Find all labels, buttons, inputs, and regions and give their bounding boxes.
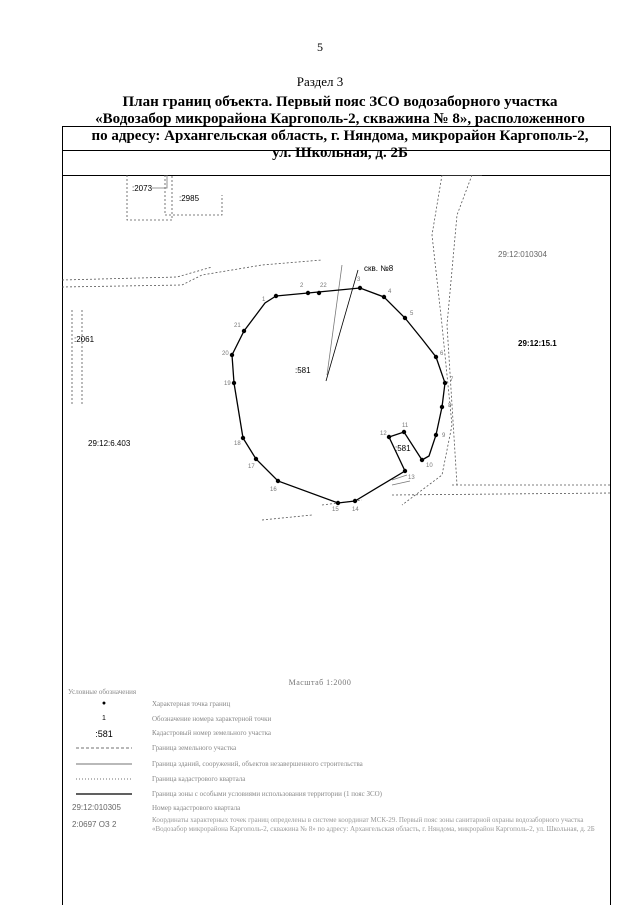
point-number: 8: [448, 403, 452, 409]
point-number: 1: [262, 297, 266, 303]
legend-text: Обозначение номера характерной точки: [152, 715, 272, 723]
legend-text: Кадастровый номер земельного участка: [152, 729, 271, 737]
legend-row: [68, 729, 608, 743]
legend-text: Граница земельного участка: [152, 744, 237, 752]
legend-title: Условные обозначения: [68, 688, 137, 696]
zone-boundary: [232, 288, 445, 503]
heading-line-3: по адресу: Архангельская область, г. Няндома, микрорайон Каргополь-2,: [91, 128, 589, 144]
heading-line-1: План границ объекта. Первый пояс ЗСО водозаборного участка: [122, 94, 558, 110]
quarter-top-right-label: 29:12:010304: [498, 250, 547, 259]
characteristic-points: [230, 286, 447, 505]
point-number: 10: [426, 463, 433, 469]
point-number: 2: [300, 283, 304, 289]
quarter-left-label: 29:12:6.403: [88, 439, 131, 448]
point-number: 14: [352, 507, 359, 513]
legend-zone-code: 2:0697 ОЗ 2: [72, 820, 117, 829]
legend-quarter-text: Номер кадастрового квартала: [152, 804, 241, 812]
plot-2073-label: :2073: [132, 184, 153, 193]
point-number: 19: [224, 381, 231, 387]
plot-581-small-label: :581: [395, 444, 411, 453]
point-number: 4: [388, 289, 392, 295]
point-number: 20: [222, 351, 229, 357]
point-number: 15: [332, 507, 339, 513]
point-number: 22: [320, 283, 327, 289]
legend-row: [68, 760, 608, 774]
point-number: 5: [410, 311, 414, 317]
page-number: 5: [317, 40, 323, 54]
point-number: 6: [440, 351, 444, 357]
legend-text: Граница кадастрового квартала: [152, 775, 246, 783]
legend-row: [68, 775, 608, 789]
legend-symbol: ●: [101, 700, 107, 707]
legend-row: [68, 744, 608, 758]
section-title: Раздел 3: [296, 74, 344, 89]
legend-symbol: 1: [102, 715, 106, 722]
map-scale: Масштаб 1:2000: [288, 678, 352, 687]
legend-note: Координаты характерных точек границ определены в системе координат МСК-29. Первый пояс зоны санитарной охраны водозаборного участка «Водозабор микрорайона Каргополь-2, скважина № 8» по адресу: Архангельская область, г. Няндома, микрорайон Каргополь-2, ул. Школьная, д. 2Б: [152, 816, 595, 833]
legend-row: [68, 700, 608, 714]
plot-2061-label: :2061: [74, 335, 95, 344]
solid-boundaries: [152, 175, 482, 485]
point-number: 7: [450, 377, 454, 383]
legend-symbol: :581: [95, 729, 113, 739]
quarter-right-label: 29:12:15.1: [518, 339, 557, 348]
legend-row: [68, 790, 608, 804]
legend-row: [68, 715, 608, 729]
legend-text: Характерная точка границ: [152, 700, 231, 708]
point-number: 18: [234, 441, 241, 447]
legend-line-samples: [68, 742, 148, 852]
well-pointer: [326, 270, 358, 381]
point-number: 16: [270, 487, 277, 493]
point-number: 21: [234, 323, 241, 329]
point-number: 11: [402, 423, 409, 429]
plot-581-label: :581: [295, 366, 311, 375]
heading-line-2: «Водозабор микрорайона Каргополь-2, скважина № 8», расположенного: [95, 111, 585, 127]
point-number: 12: [380, 431, 387, 437]
legend-quarter-code: 29:12:010305: [72, 803, 121, 812]
legend-text: Граница зоны с особыми условиями использования территории (1 пояс ЗСО): [152, 790, 383, 798]
point-number: 17: [248, 464, 255, 470]
well-label: скв. №8: [364, 264, 394, 273]
point-number: 3: [357, 277, 361, 283]
point-number-labels: [222, 277, 454, 513]
boundary-plan-map: [62, 175, 611, 675]
legend-text: Граница зданий, сооружений, объектов незавершенного строительства: [152, 760, 363, 768]
point-number: 13: [408, 475, 415, 481]
frame-divider-1: [62, 150, 611, 151]
point-number: 9: [442, 433, 446, 439]
heading-line-4: ул. Школьная, д. 2Б: [272, 145, 408, 161]
plot-2985-label: :2985: [179, 194, 200, 203]
